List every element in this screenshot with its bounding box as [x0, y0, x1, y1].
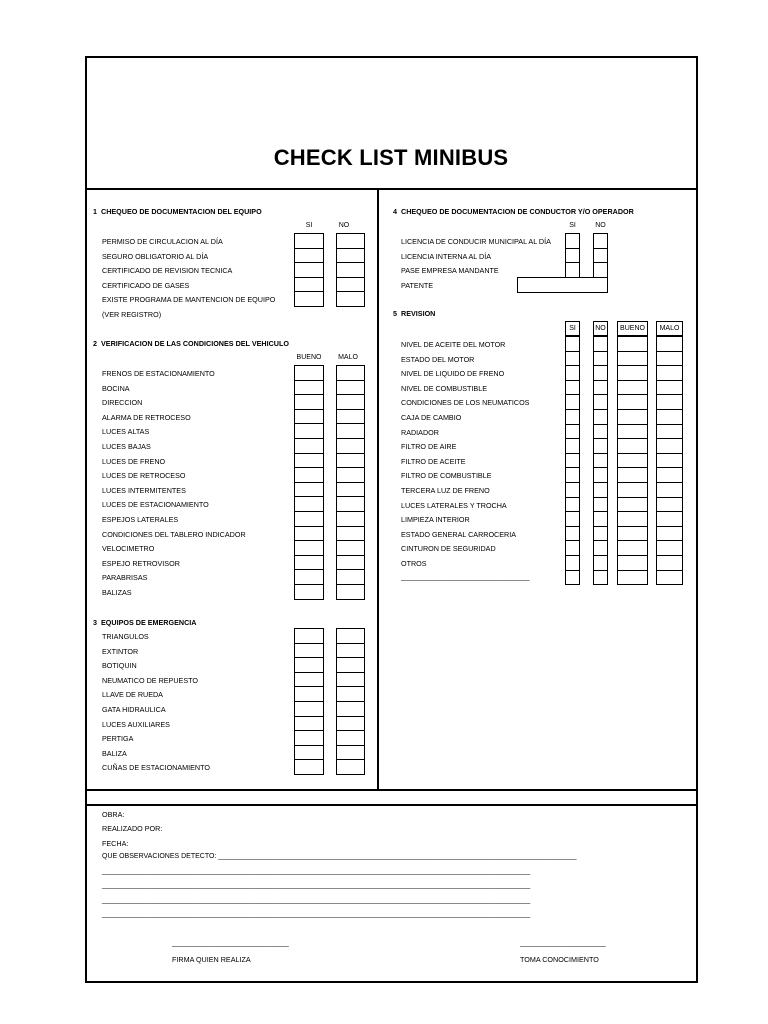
checkbox-cell[interactable] — [594, 439, 607, 454]
checkbox-cell[interactable] — [337, 702, 364, 717]
checkbox-cell[interactable] — [566, 556, 579, 571]
checkbox-cell[interactable] — [618, 439, 647, 454]
checkbox-cell[interactable] — [295, 483, 323, 498]
checklist-item: RADIADOR — [401, 427, 439, 437]
checkbox-cell[interactable] — [657, 483, 682, 498]
checkbox-cell[interactable] — [657, 395, 682, 410]
checkbox-cell[interactable] — [295, 687, 323, 702]
realizado-por-label: REALIZADO POR: — [102, 824, 163, 833]
checklist-item: LUCES DE FRENO — [102, 456, 166, 466]
section-4-col-no: NO — [595, 222, 606, 229]
checkbox-cell[interactable] — [657, 468, 682, 483]
checklist-item: BOTIQUIN — [102, 661, 137, 671]
observaciones-line[interactable]: ______________________________________________________________________________________________________________ — [102, 911, 531, 918]
checkbox-cell[interactable] — [657, 512, 682, 527]
checklist-item: VELOCIMETRO — [102, 544, 155, 554]
checklist-item: CUÑAS DE ESTACIONAMIENTO — [102, 763, 210, 773]
column-divider — [377, 188, 379, 790]
observaciones-field[interactable]: QUE OBSERVACIONES DETECTO: ____________________________________________________________________________________________ — [102, 853, 577, 860]
checkbox-cell[interactable] — [337, 497, 364, 512]
checkbox-cell[interactable] — [594, 483, 607, 498]
checklist-item: BOCINA — [102, 383, 130, 393]
section-5-malo-boxes — [656, 336, 683, 585]
section-5-si-boxes — [565, 336, 580, 585]
checkbox-cell[interactable] — [337, 629, 364, 644]
section-2-malo-boxes — [336, 365, 365, 600]
section-number: 5 — [393, 309, 397, 318]
checkbox-cell[interactable] — [594, 541, 607, 556]
section-2-bueno-boxes — [294, 365, 324, 600]
checkbox-cell[interactable] — [594, 263, 607, 278]
checkbox-cell[interactable] — [566, 527, 579, 542]
checkbox-cell[interactable] — [566, 571, 579, 586]
checkbox-cell[interactable] — [657, 410, 682, 425]
checkbox-cell[interactable] — [337, 483, 364, 498]
checkbox-cell[interactable] — [295, 527, 323, 542]
checkbox-cell[interactable] — [618, 571, 647, 586]
checkbox-cell[interactable] — [337, 570, 364, 585]
checkbox-cell[interactable] — [337, 439, 364, 454]
checklist-item: (VER REGISTRO) — [102, 310, 162, 319]
section-title: REVISION — [401, 309, 436, 318]
section-1-si-boxes — [294, 233, 324, 307]
checklist-item: CAJA DE CAMBIO — [401, 413, 462, 422]
checkbox-cell[interactable] — [594, 512, 607, 527]
checkbox-cell[interactable] — [337, 585, 364, 600]
checklist-item: LICENCIA INTERNA AL DÍA — [401, 251, 492, 261]
checkbox-cell[interactable] — [295, 717, 323, 732]
section-number: 2 — [93, 339, 97, 348]
checkbox-cell[interactable] — [337, 527, 364, 542]
observaciones-line[interactable]: ______________________________________________________________________________________________________________ — [102, 897, 531, 904]
checkbox-cell[interactable] — [295, 424, 323, 439]
checkbox-cell[interactable] — [566, 439, 579, 454]
checkbox-cell[interactable] — [295, 585, 323, 600]
checkbox-cell[interactable] — [295, 731, 323, 746]
checkbox-cell[interactable] — [295, 658, 323, 673]
checkbox-cell[interactable] — [566, 454, 579, 469]
checkbox-cell[interactable] — [295, 381, 323, 396]
observaciones-line[interactable]: ______________________________________________________________________________________________________________ — [102, 882, 531, 889]
checklist-item: LUCES ALTAS — [102, 427, 150, 437]
section-1-no-boxes — [336, 233, 365, 307]
checkbox-cell[interactable] — [337, 760, 364, 775]
checkbox-cell[interactable] — [295, 439, 323, 454]
checklist-item: LIMPIEZA INTERIOR — [401, 515, 470, 525]
checkbox-cell[interactable] — [566, 410, 579, 425]
section-4-col-si: SI — [569, 222, 576, 229]
checklist-item: ESPEJOS LATERALES — [102, 515, 179, 524]
checkbox-cell[interactable] — [618, 498, 647, 513]
checklist-item: ESPEJO RETROVISOR — [102, 558, 180, 568]
section-5-heading — [393, 309, 435, 318]
checkbox-cell[interactable] — [566, 425, 579, 440]
checklist-item: LLAVE DE RUEDA — [102, 690, 163, 700]
checkbox-cell[interactable] — [594, 527, 607, 542]
checkbox-cell[interactable] — [337, 644, 364, 659]
checkbox-cell[interactable] — [295, 292, 323, 307]
checkbox-cell[interactable] — [657, 454, 682, 469]
checkbox-cell[interactable] — [618, 527, 647, 542]
checkbox-cell[interactable] — [594, 571, 607, 586]
section-number: 4 — [393, 207, 397, 216]
checkbox-cell[interactable] — [566, 234, 579, 249]
checkbox-cell[interactable] — [566, 263, 579, 278]
checkbox-cell[interactable] — [337, 249, 364, 264]
checkbox-cell[interactable] — [566, 337, 579, 352]
checkbox-cell[interactable] — [295, 556, 323, 571]
checklist-item: CONDICIONES DE LOS NEUMATICOS — [401, 398, 530, 408]
checkbox-cell[interactable] — [618, 352, 647, 367]
fecha-label: FECHA: — [102, 839, 129, 848]
checkbox-cell[interactable] — [657, 556, 682, 571]
checkbox-cell[interactable] — [594, 468, 607, 483]
checkbox-cell[interactable] — [657, 498, 682, 513]
section-3-heading — [93, 618, 196, 627]
section-2-col-malo: MALO — [338, 354, 358, 361]
section-5-col-malo: MALO — [656, 321, 683, 336]
checkbox-cell[interactable] — [657, 571, 682, 586]
checklist-item: CONDICIONES DEL TABLERO INDICADOR — [102, 529, 246, 539]
section-3-a-boxes — [294, 628, 324, 775]
section-title: CHEQUEO DE DOCUMENTACION DE CONDUCTOR Y/O OPERADOR — [401, 207, 634, 216]
checklist-item: LUCES AUXILIARES — [102, 719, 170, 729]
section-1-col-si: SI — [305, 222, 313, 229]
checklist-item: OTROS — [401, 559, 427, 568]
checkbox-cell[interactable] — [337, 424, 364, 439]
checklist-item: DIRECCION — [102, 398, 143, 408]
checkbox-cell[interactable] — [337, 658, 364, 673]
checkbox-cell[interactable] — [594, 395, 607, 410]
checkbox-cell[interactable] — [566, 468, 579, 483]
checkbox-cell[interactable] — [337, 454, 364, 469]
checkbox-cell[interactable] — [337, 541, 364, 556]
checklist-item: TRIANGULOS — [102, 632, 149, 641]
section-3-b-boxes — [336, 628, 365, 775]
checkbox-cell[interactable] — [594, 352, 607, 367]
checklist-item: NEUMATICO DE REPUESTO — [102, 675, 198, 685]
checkbox-cell[interactable] — [618, 337, 647, 352]
checklist-item: LUCES INTERMITENTES — [102, 485, 186, 495]
checklist-item: PATENTE — [401, 280, 434, 290]
checkbox-cell[interactable] — [295, 644, 323, 659]
checkbox-cell[interactable] — [594, 425, 607, 440]
checkbox-cell[interactable] — [566, 512, 579, 527]
checkbox-cell[interactable] — [618, 541, 647, 556]
checkbox-cell[interactable] — [295, 512, 323, 527]
checkbox-cell[interactable] — [337, 263, 364, 278]
toma-label: TOMA CONOCIMIENTO — [520, 955, 599, 964]
section-1-heading — [93, 207, 262, 216]
checklist-item: PASE EMPRESA MANDANTE — [401, 266, 499, 276]
section-2-heading — [93, 339, 289, 348]
checkbox-cell[interactable] — [295, 570, 323, 585]
observaciones-line[interactable]: ______________________________________________________________________________________________________________ — [102, 868, 531, 875]
checklist-item: FRENOS DE ESTACIONAMIENTO — [102, 369, 215, 378]
checklist-item: EXISTE PROGRAMA DE MANTENCION DE EQUIPO — [102, 295, 276, 305]
checkbox-cell[interactable] — [566, 541, 579, 556]
checkbox-cell[interactable] — [337, 717, 364, 732]
checklist-item: TERCERA LUZ DE FRENO — [401, 486, 490, 495]
checklist-item: PERMISO DE CIRCULACION AL DÍA — [102, 237, 223, 246]
checklist-item: NIVEL DE ACEITE DEL MOTOR — [401, 340, 506, 349]
patente-field[interactable] — [517, 277, 608, 293]
checkbox-cell[interactable] — [618, 366, 647, 381]
checklist-item: FILTRO DE COMBUSTIBLE — [401, 471, 492, 481]
section-5-blank-line[interactable]: _________________________________ — [401, 574, 530, 581]
checkbox-cell[interactable] — [337, 731, 364, 746]
checkbox-cell[interactable] — [295, 454, 323, 469]
checkbox-cell[interactable] — [657, 425, 682, 440]
checkbox-cell[interactable] — [618, 468, 647, 483]
checkbox-cell[interactable] — [295, 468, 323, 483]
checklist-item: FILTRO DE ACEITE — [401, 456, 466, 466]
checkbox-cell[interactable] — [594, 556, 607, 571]
checkbox-cell[interactable] — [337, 687, 364, 702]
section-number: 1 — [93, 207, 97, 216]
checkbox-cell[interactable] — [295, 395, 323, 410]
checkbox-cell[interactable] — [295, 760, 323, 775]
section-5-col-no: NO — [593, 321, 608, 336]
checkbox-cell[interactable] — [295, 673, 323, 688]
checklist-item: SEGURO OBLIGATORIO AL DÍA — [102, 251, 209, 261]
body-bottom-divider — [85, 789, 698, 791]
checkbox-cell[interactable] — [337, 381, 364, 396]
checklist-item: CINTURON DE SEGURIDAD — [401, 544, 496, 554]
section-title: VERIFICACION DE LAS CONDICIONES DEL VEHICULO — [101, 339, 289, 348]
checkbox-cell[interactable] — [337, 468, 364, 483]
checkbox-cell[interactable] — [657, 352, 682, 367]
checkbox-cell[interactable] — [337, 673, 364, 688]
checklist-item: NIVEL DE COMBUSTIBLE — [401, 383, 488, 393]
checkbox-cell[interactable] — [594, 366, 607, 381]
toma-signature-line[interactable]: ______________________ — [520, 940, 606, 947]
checkbox-cell[interactable] — [337, 746, 364, 761]
section-number: 3 — [93, 618, 97, 627]
checkbox-cell[interactable] — [618, 425, 647, 440]
checklist-item: ALARMA DE RETROCESO — [102, 412, 191, 422]
checkbox-cell[interactable] — [657, 366, 682, 381]
checklist-item: BALIZAS — [102, 588, 132, 597]
checkbox-cell[interactable] — [594, 454, 607, 469]
checkbox-cell[interactable] — [566, 498, 579, 513]
checkbox-cell[interactable] — [337, 366, 364, 381]
checkbox-cell[interactable] — [618, 410, 647, 425]
checklist-item: GATA HIDRAULICA — [102, 705, 166, 714]
checklist-item: ESTADO DEL MOTOR — [401, 354, 475, 364]
page-title: CHECK LIST MINIBUS — [273, 145, 509, 170]
section-4-si-boxes — [565, 233, 580, 278]
obra-label: OBRA: — [102, 810, 125, 819]
section-title: CHEQUEO DE DOCUMENTACION DEL EQUIPO — [101, 207, 262, 216]
checkbox-cell[interactable] — [295, 263, 323, 278]
firma-label: FIRMA QUIEN REALIZA — [172, 955, 251, 964]
checkbox-cell[interactable] — [594, 249, 607, 264]
checkbox-cell[interactable] — [657, 381, 682, 396]
checkbox-cell[interactable] — [594, 337, 607, 352]
checkbox-cell[interactable] — [618, 556, 647, 571]
checklist-item: LICENCIA DE CONDUCIR MUNICIPAL AL DÍA — [401, 237, 551, 246]
checkbox-cell[interactable] — [566, 352, 579, 367]
checkbox-cell[interactable] — [337, 292, 364, 307]
checkbox-cell[interactable] — [337, 556, 364, 571]
checklist-item: ESTADO GENERAL CARROCERIA — [401, 529, 517, 539]
checkbox-cell[interactable] — [594, 410, 607, 425]
checkbox-cell[interactable] — [566, 366, 579, 381]
checkbox-cell[interactable] — [657, 337, 682, 352]
checkbox-cell[interactable] — [295, 278, 323, 293]
checkbox-cell[interactable] — [594, 498, 607, 513]
section-5-no-boxes — [593, 336, 608, 585]
checkbox-cell[interactable] — [295, 702, 323, 717]
checkbox-cell[interactable] — [566, 249, 579, 264]
section-5-bueno-boxes — [617, 336, 648, 585]
checkbox-cell[interactable] — [594, 381, 607, 396]
checklist-item: LUCES LATERALES Y TROCHA — [401, 500, 507, 510]
checkbox-cell[interactable] — [657, 527, 682, 542]
checklist-item: FILTRO DE AIRE — [401, 442, 457, 452]
checkbox-cell[interactable] — [295, 629, 323, 644]
checkbox-cell[interactable] — [337, 512, 364, 527]
checklist-item: CERTIFICADO DE REVISION TECNICA — [102, 266, 233, 276]
checkbox-cell[interactable] — [657, 541, 682, 556]
checkbox-cell[interactable] — [618, 512, 647, 527]
checklist-item: BALIZA — [102, 748, 127, 758]
footer-divider — [85, 804, 698, 806]
checkbox-cell[interactable] — [657, 439, 682, 454]
checkbox-cell[interactable] — [337, 278, 364, 293]
checkbox-cell[interactable] — [618, 381, 647, 396]
title-divider — [85, 188, 698, 190]
checklist-item: CERTIFICADO DE GASES — [102, 280, 190, 290]
checkbox-cell[interactable] — [337, 234, 364, 249]
checkbox-cell[interactable] — [566, 381, 579, 396]
checkbox-cell[interactable] — [566, 395, 579, 410]
checklist-item: LUCES DE ESTACIONAMIENTO — [102, 500, 209, 510]
checkbox-cell[interactable] — [618, 454, 647, 469]
section-5-col-bueno: BUENO — [617, 321, 648, 336]
section-1-col-no: NO — [338, 222, 350, 229]
checklist-item: LUCES DE RETROCESO — [102, 471, 186, 481]
firma-signature-line[interactable]: ______________________________ — [172, 940, 289, 947]
checkbox-cell[interactable] — [594, 234, 607, 249]
section-4-heading — [393, 207, 634, 216]
checkbox-cell[interactable] — [295, 249, 323, 264]
checkbox-cell[interactable] — [295, 410, 323, 425]
checkbox-cell[interactable] — [295, 497, 323, 512]
checkbox-cell[interactable] — [295, 234, 323, 249]
checkbox-cell[interactable] — [566, 483, 579, 498]
section-2-col-bueno: BUENO — [296, 354, 322, 361]
checklist-item: NIVEL DE LIQUIDO DE FRENO — [401, 369, 505, 379]
checklist-item: PARABRISAS — [102, 573, 148, 583]
checklist-item: LUCES BAJAS — [102, 442, 151, 451]
checklist-item: PERTIGA — [102, 734, 134, 744]
checkbox-cell[interactable] — [618, 395, 647, 410]
section-5-col-si: SI — [565, 321, 580, 336]
checklist-item: EXTINTOR — [102, 646, 139, 656]
section-title: EQUIPOS DE EMERGENCIA — [101, 618, 197, 627]
checkbox-cell[interactable] — [295, 366, 323, 381]
checkbox-cell[interactable] — [337, 395, 364, 410]
checkbox-cell[interactable] — [618, 483, 647, 498]
section-4-no-boxes — [593, 233, 608, 278]
checkbox-cell[interactable] — [337, 410, 364, 425]
checkbox-cell[interactable] — [295, 746, 323, 761]
checkbox-cell[interactable] — [295, 541, 323, 556]
